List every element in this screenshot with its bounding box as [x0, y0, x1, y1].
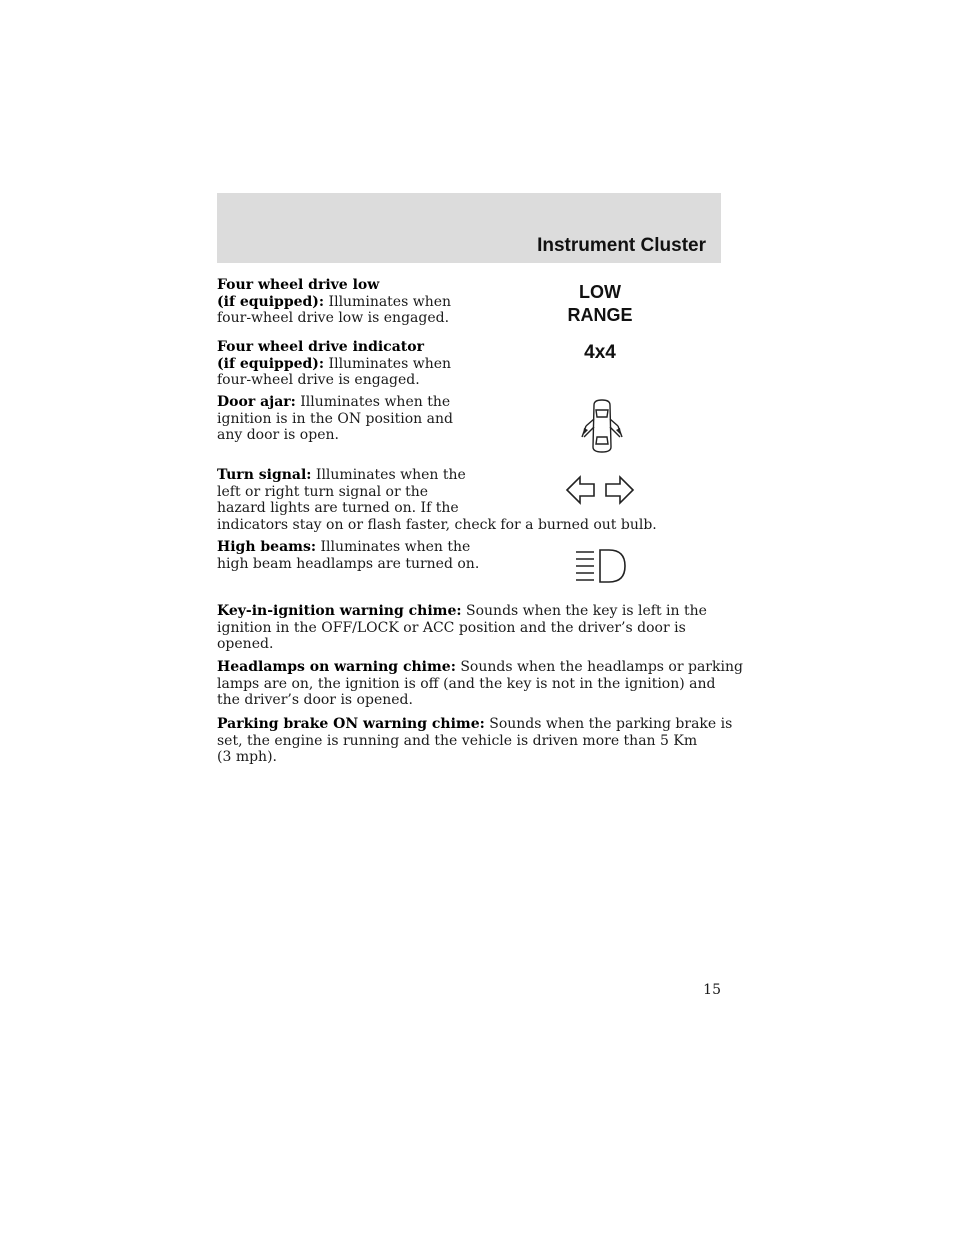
entry-description: set, the engine is running and the vehicle is driven more than 5 Km — [217, 732, 698, 749]
entry-description: hazard lights are turned on. If the — [217, 500, 459, 516]
section-title: Instrument Cluster — [537, 235, 706, 256]
entry-description: any door is open. — [217, 427, 339, 443]
turn-signal-arrows-icon — [564, 474, 636, 506]
entry-label: (if equipped): — [217, 355, 325, 372]
entry-label: Headlamps on warning chime: — [217, 659, 456, 675]
entry-label: Four wheel drive indicator — [217, 339, 424, 355]
entry-label: Door ajar: — [217, 394, 296, 410]
entry-description: high beam headlamps are turned on. — [217, 555, 480, 572]
entry-label: Four wheel drive low — [217, 277, 380, 293]
door-ajar-icon — [578, 397, 626, 455]
4x4-icon: 4x4 — [584, 342, 616, 363]
entry-description: Illuminates when the — [295, 394, 451, 410]
entry-description: opened. — [217, 636, 274, 652]
entry-description: Sounds when the headlamps or parking — [455, 659, 743, 675]
page-number: 15 — [703, 982, 721, 998]
key-in-ignition-chime-entry — [217, 603, 707, 653]
entry-description: Illuminates when — [324, 355, 452, 372]
entry-description: Illuminates when the — [311, 467, 466, 483]
entry-description: indicators stay on or flash faster, check for a burned out bulb. — [217, 516, 657, 533]
entry-description: Sounds when the key is left in the — [461, 603, 707, 619]
entry-description: ignition in the OFF/LOCK or ACC position and the driver’s door is — [217, 619, 686, 636]
entry-description: left or right turn signal or the — [217, 483, 429, 500]
entry-label: High beams: — [217, 539, 317, 555]
entry-label: Parking brake ON warning chime: — [217, 716, 485, 732]
entry-description: four-wheel drive is engaged. — [217, 372, 420, 388]
headlamps-on-chime-entry — [217, 659, 743, 709]
low-range-icon — [555, 281, 645, 327]
entry-description: Illuminates when — [324, 293, 452, 310]
entry-description: Sounds when the parking brake is — [484, 716, 733, 732]
entry-description: (3 mph). — [217, 749, 277, 765]
entry-label: Key-in-ignition warning chime: — [217, 603, 462, 619]
entry-label: Turn signal: — [217, 467, 312, 483]
door-ajar-entry — [217, 394, 453, 444]
entry-label: (if equipped): — [217, 293, 325, 310]
entry-description: the driver’s door is opened. — [217, 692, 413, 708]
entry-description: ignition is in the ON position and — [217, 410, 453, 427]
entry-description: four-wheel drive low is engaged. — [217, 310, 450, 326]
four-wheel-drive-low-entry — [217, 277, 451, 327]
four-wheel-drive-indicator-entry — [217, 339, 451, 389]
entry-description: Illuminates when the — [316, 539, 471, 555]
parking-brake-chime-entry — [217, 716, 732, 766]
high-beam-icon — [574, 548, 630, 584]
low-range-icon-line: RANGE — [567, 305, 633, 325]
entry-description: lamps are on, the ignition is off (and the key is not in the ignition) and — [217, 675, 716, 692]
low-range-icon-line: LOW — [579, 282, 621, 302]
high-beams-entry — [217, 539, 479, 572]
section-header — [217, 193, 721, 263]
